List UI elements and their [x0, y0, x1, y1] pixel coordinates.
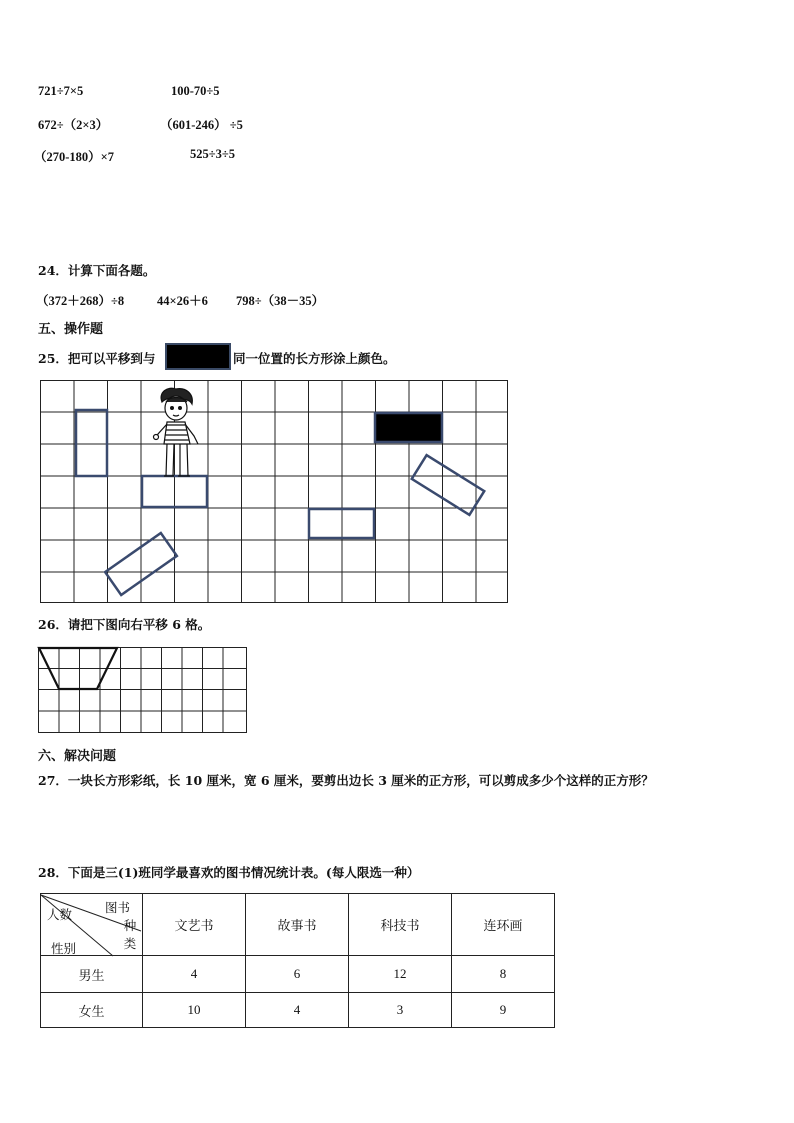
- q24-expression: 798÷（38－35）: [236, 294, 325, 308]
- row-label: 女生: [41, 993, 143, 1028]
- reference-black-rectangle: [165, 343, 231, 370]
- calc-expression: 672÷（2×3）: [38, 118, 109, 132]
- corner-type-label: 种类: [123, 917, 137, 951]
- q24-expression: （372＋268）÷8: [36, 294, 125, 308]
- column-header: 科技书: [349, 894, 452, 956]
- row-label: 男生: [41, 956, 143, 993]
- question-25-prefix: 25．把可以平移到与: [38, 351, 156, 366]
- tilted-rectangle-right: [412, 455, 485, 515]
- shift-grid: [38, 647, 250, 735]
- calc-expression: （270-180）×7: [34, 150, 115, 164]
- black-rectangle: [375, 413, 442, 442]
- table-cell: 8: [452, 956, 555, 993]
- table-cell: 3: [349, 993, 452, 1028]
- vertical-rectangle: [76, 410, 107, 476]
- calc-expression: 525÷3÷5: [190, 147, 235, 161]
- column-header: 文艺书: [143, 894, 246, 956]
- table-cell: 12: [349, 956, 452, 993]
- column-header: 故事书: [246, 894, 349, 956]
- calc-expression: （601-246） ÷5: [160, 118, 243, 132]
- table-cell: 6: [246, 956, 349, 993]
- table-cell: 10: [143, 993, 246, 1028]
- question-28-title: 28．下面是三(1)班同学最喜欢的图书情况统计表。(每人限选一种）: [38, 865, 420, 880]
- table-cell: 4: [143, 956, 246, 993]
- table-cell: 9: [452, 993, 555, 1028]
- table-row: [41, 956, 555, 993]
- question-26-title: 26．请把下图向右平移 6 格。: [38, 617, 211, 632]
- corner-books-label: 图书: [105, 899, 131, 915]
- q24-expression: 44×26＋6: [157, 294, 208, 308]
- section-6-heading: 六、解决问题: [38, 749, 117, 764]
- book-stats-table: [40, 893, 555, 1028]
- question-27-title: 27．一块长方形彩纸，长 10 厘米，宽 6 厘米，要剪出边长 3 厘米的正方形，可以剪成多少个这样的正方形？: [38, 773, 654, 788]
- translation-grid: [40, 380, 510, 604]
- calc-expression: 100-70÷5: [171, 84, 220, 98]
- corner-gender-label: 性别: [51, 940, 77, 956]
- table-cell: 4: [246, 993, 349, 1028]
- table-row: [41, 993, 555, 1028]
- header-corner-cell: [41, 894, 143, 956]
- calc-expression: 721÷7×5: [38, 84, 84, 98]
- section-5-heading: 五、操作题: [38, 322, 104, 337]
- question-25-suffix: 同一位置的长方形涂上颜色。: [233, 351, 396, 366]
- column-header: 连环画: [452, 894, 555, 956]
- boy-figure: [154, 388, 199, 476]
- corner-people-label: 人数: [47, 906, 73, 922]
- question-24-title: 24．计算下面各题。: [38, 263, 156, 278]
